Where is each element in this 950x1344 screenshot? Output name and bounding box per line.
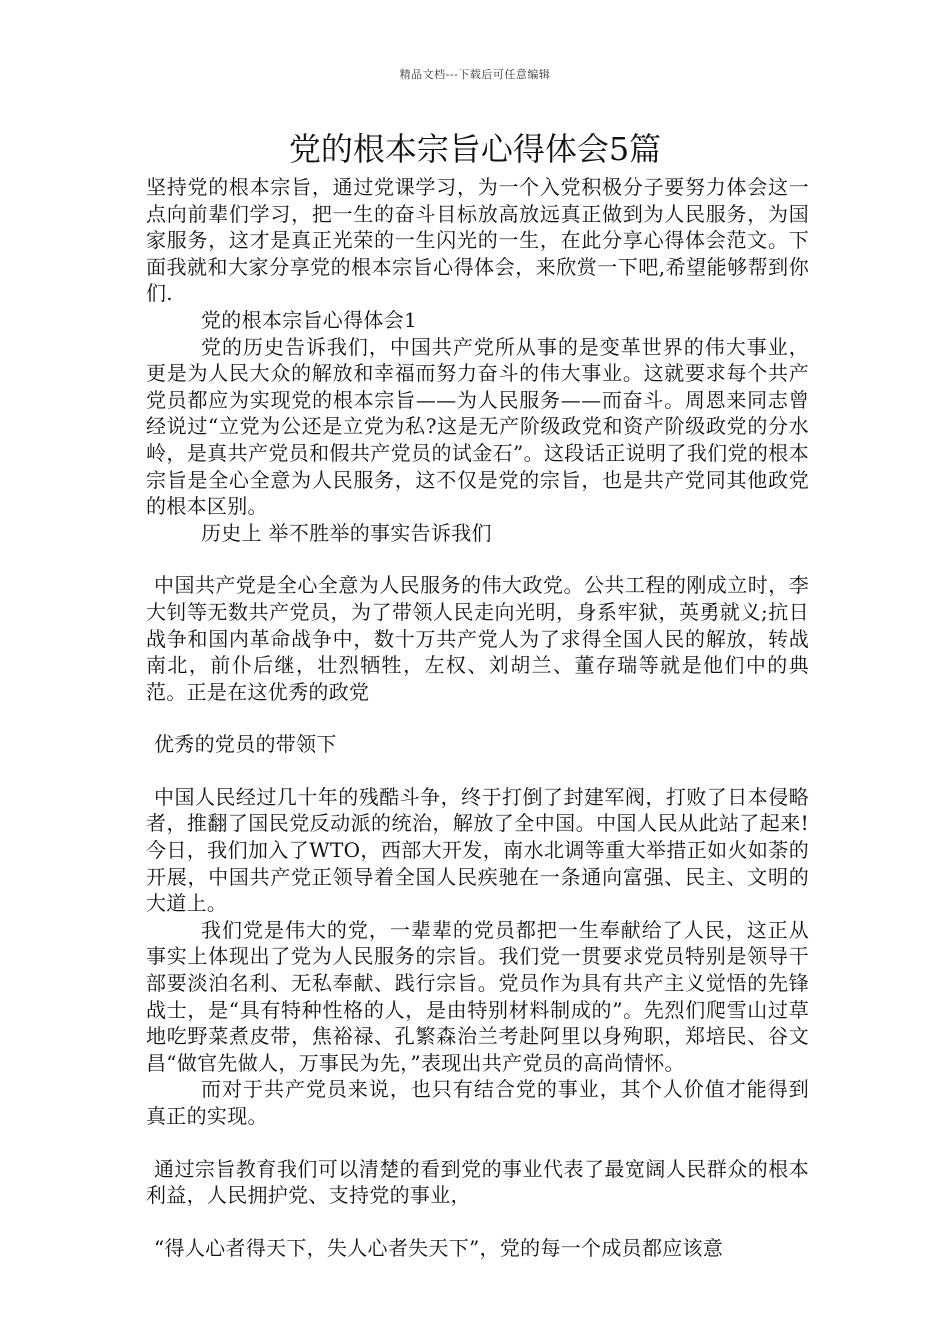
body-paragraph: 中国人民经过几十年的残酷斗争，终于打倒了封建军阀，打败了日本侵略者，推翻了国民党反动派的统治，解放了全中国。中国人民从此站了起来!今日，我们加入了WTO，西部大开发，南水北调等重大举措正如火如荼的开展，中国共产党正领导着全国人民疾驰在一条通向富强、民主、文明的大道上。 [146, 784, 809, 916]
document-body [146, 174, 809, 1261]
body-paragraph: 我们党是伟大的党，一辈辈的党员都把一生奉献给了人民，这正从事实上体现出了党为人民服务的宗旨。我们党一贯要求党员特别是领导干部要淡泊名利、无私奉献、践行宗旨。党员作为具有共产主义觉悟的先锋战士，是“具有特种性格的人，是由特别材料制成的”。先烈们爬雪山过草地吃野菜煮皮带，焦裕禄、孔繁森治兰考赴阿里以身殉职，郑培民、谷文昌“做官先做人，万事民为先，”表现出共产党员的高尚情怀。 [146, 917, 809, 1075]
section-heading: 党的根本宗旨心得体会1 [201, 307, 418, 332]
intro-paragraph: 坚持党的根本宗旨，通过党课学习，为一个入党积极分子要努力体会这一点向前辈们学习，把一生的奋斗目标放高放远真正做到为人民服务，为国家服务，这才是真正光荣的一生闪光的一生，在此分享心得体会范文。下面我就和大家分享党的根本宗旨心得体会，来欣赏一下吧,希望能够帮到你们. [146, 175, 809, 306]
document-title: 党的根本宗旨心得体会5篇 [288, 130, 662, 168]
body-paragraph: 中国共产党是全心全意为人民服务的伟大政党。公共工程的刚成立时，李大钊等无数共产党员，为了带领人民走向光明，身系牢狱，英勇就义;抗日战争和国内革命战争中，数十万共产党人为了求得全国人民的解放，转战南北，前仆后继，壮烈牺牲，左权、刘胡兰、董存瑞等就是他们中的典范。正是在这优秀的政党 [146, 573, 809, 704]
body-paragraph: 而对于共产党员来说，也只有结合党的事业，其个人价值才能得到真正的实现。 [146, 1077, 809, 1128]
body-paragraph: 优秀的党员的带领下 [154, 732, 337, 757]
body-paragraph: “得人心者得天下，失人心者失天下”，党的每一个成员都应该意 [154, 1235, 724, 1260]
header-note: 精品文档---下载后可任意编辑 [399, 68, 551, 81]
body-paragraph: 通过宗旨教育我们可以清楚的看到党的事业代表了最宽阔人民群众的根本利益，人民拥护党、支持党的事业， [146, 1156, 809, 1208]
body-paragraph: 历史上 举不胜举的事实告诉我们 [201, 520, 492, 545]
body-paragraph: 党的历史告诉我们，中国共产党所从事的是变革世界的伟大事业，更是为人民大众的解放和幸福而努力奋斗的伟大事业。这就要求每个共产党员都应为实现党的根本宗旨——为人民服务——而奋斗。周恩来同志曾经说过“立党为公还是立党为私?这是无产阶级政党和资产阶级政党的分水岭，是真共产党员和假共产党员的试金石”。这段话正说明了我们党的根本宗旨是全心全意为人民服务，这不仅是党的宗旨，也是共产党同其他政党的根本区别。 [146, 334, 809, 519]
